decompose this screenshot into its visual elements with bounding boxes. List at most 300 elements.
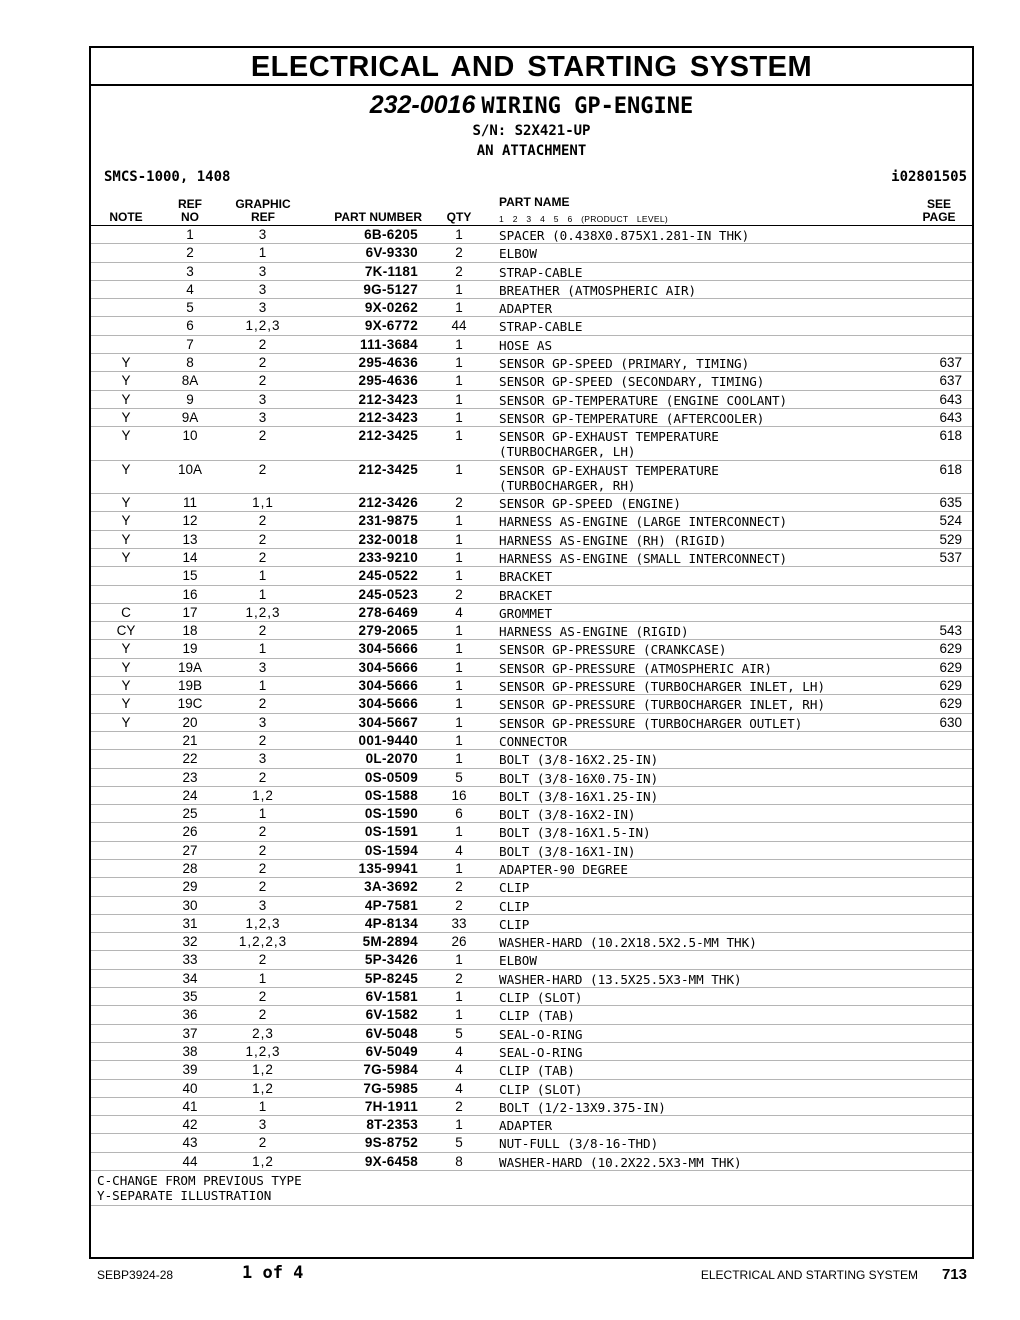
graphic-ref-cell: 2 <box>258 549 268 565</box>
ref-no-cell: 28 <box>182 860 198 876</box>
part-number-cell: 6V-1582 <box>365 1007 418 1023</box>
part-number-cell: 232-0018 <box>358 531 418 547</box>
ref-no-cell: 21 <box>182 732 198 748</box>
part-number-cell: 7G-5985 <box>363 1080 418 1096</box>
part-name-cell: HARNESS AS-ENGINE (RH) (RIGID) <box>499 532 727 548</box>
table-row <box>91 317 972 335</box>
graphic-ref-cell: 2,3 <box>252 1025 274 1041</box>
qty-cell: 1 <box>455 227 463 242</box>
qty-cell: 16 <box>451 787 467 803</box>
table-row <box>91 281 972 299</box>
graphic-ref-cell: 3 <box>258 391 268 407</box>
graphic-ref-cell: 3 <box>258 409 268 425</box>
table-row <box>91 244 972 262</box>
qty-cell: 1 <box>455 336 463 352</box>
part-number-cell: 304-5667 <box>358 714 418 730</box>
table-header <box>91 192 972 226</box>
table-row <box>91 1153 972 1171</box>
graphic-ref-cell: 1 <box>258 970 268 986</box>
ref-no-cell: 39 <box>182 1062 198 1078</box>
graphic-ref-cell: 1,2,3 <box>245 915 281 931</box>
footer-doc-number: SEBP3924-28 <box>97 1268 174 1282</box>
part-name-cell: SENSOR GP-PRESSURE (TURBOCHARGER INLET, RH) <box>499 697 826 713</box>
part-number-cell: 6V-1581 <box>365 989 418 1005</box>
graphic-ref-cell: 1,2,3 <box>245 1043 281 1059</box>
part-number-cell: 7H-1911 <box>364 1098 418 1114</box>
part-name-cell: SEAL-O-RING <box>499 1026 583 1042</box>
qty-cell: 1 <box>455 549 463 565</box>
table-row <box>91 1061 972 1079</box>
ref-no-cell: 20 <box>182 714 198 730</box>
ref-no-cell: 6 <box>186 318 194 334</box>
table-row <box>91 372 972 390</box>
qty-cell: 1 <box>455 1007 463 1023</box>
part-number-cell: 304-5666 <box>358 641 418 657</box>
page-title: ELECTRICAL AND STARTING SYSTEM <box>250 51 813 83</box>
table-row <box>91 915 972 933</box>
ref-no-cell: 5 <box>186 300 194 316</box>
table-row <box>91 299 972 317</box>
graphic-ref-cell: 3 <box>258 714 268 730</box>
qty-cell: 2 <box>455 245 463 261</box>
see-page-cell: 643 <box>939 391 962 407</box>
note-cell: C <box>121 604 131 620</box>
table-row <box>91 933 972 951</box>
part-number-cell: 7G-5984 <box>363 1062 418 1078</box>
table-row <box>91 640 972 658</box>
ref-no-cell: 40 <box>182 1080 198 1096</box>
graphic-ref-cell: 2 <box>258 842 268 858</box>
part-name-cell: BOLT (3/8-16X0.75-IN) <box>499 770 659 786</box>
qty-cell: 1 <box>455 678 463 694</box>
part-number-cell: 212-3423 <box>358 391 418 407</box>
note-cell: Y <box>121 495 131 511</box>
qty-cell: 5 <box>455 1025 463 1041</box>
qty-cell: 5 <box>455 769 463 785</box>
part-number-cell: 212-3425 <box>358 428 418 444</box>
note-cell: Y <box>121 513 131 529</box>
part-name-cell: SPACER (0.438X0.875X1.281-IN THK) <box>499 228 750 243</box>
part-number-cell: 295-4636 <box>358 355 418 371</box>
table-row <box>91 659 972 677</box>
table-row <box>91 970 972 988</box>
part-name-cell: ADAPTER <box>499 301 553 317</box>
graphic-ref-cell: 3 <box>258 659 268 675</box>
see-page-cell: 629 <box>939 696 962 712</box>
graphic-ref-cell: 2 <box>258 879 268 895</box>
part-name-cell: ADAPTER-90 DEGREE <box>499 861 628 877</box>
table-row <box>91 263 972 281</box>
qty-cell: 1 <box>455 281 463 297</box>
part-name-cell: STRAP-CABLE <box>499 319 583 335</box>
graphic-ref-cell: 2 <box>258 355 268 371</box>
graphic-ref-cell: 2 <box>258 428 268 444</box>
see-page-cell: 629 <box>939 659 962 675</box>
table-row <box>91 567 972 585</box>
smcs-code: SMCS-1000, 1408 <box>104 169 231 185</box>
qty-cell: 5 <box>455 1135 463 1151</box>
header-ref-top: REF <box>178 197 202 211</box>
part-name-cell: SENSOR GP-EXHAUST TEMPERATURE (TURBOCHARGER, RH) <box>499 462 719 493</box>
table-row <box>91 409 972 427</box>
see-page-cell: 630 <box>939 714 962 730</box>
graphic-ref-cell: 2 <box>258 732 268 748</box>
see-page-cell: 618 <box>939 461 962 477</box>
ref-no-cell: 19B <box>177 678 203 694</box>
see-page-cell: 529 <box>939 531 962 547</box>
qty-cell: 1 <box>455 391 463 407</box>
see-page-cell: 537 <box>939 549 962 565</box>
qty-cell: 1 <box>455 373 463 389</box>
table-row <box>91 823 972 841</box>
ref-no-cell: 23 <box>182 769 198 785</box>
graphic-ref-cell: 3 <box>258 281 268 297</box>
group-name: WIRING GP-ENGINE <box>481 94 694 119</box>
table-row <box>91 494 972 512</box>
part-number-cell: 6V-5048 <box>365 1025 418 1041</box>
qty-cell: 1 <box>455 531 463 547</box>
part-number-cell: 5M-2894 <box>362 934 418 950</box>
see-page-cell: 635 <box>939 495 962 511</box>
part-name-cell: CONNECTOR <box>499 733 568 749</box>
part-name-cell: SENSOR GP-PRESSURE (TURBOCHARGER OUTLET) <box>499 715 803 731</box>
qty-cell: 1 <box>455 568 463 584</box>
ref-no-cell: 24 <box>182 787 198 803</box>
header-product-levels: 1 2 3 4 5 6 (PRODUCT LEVEL) <box>499 214 668 224</box>
part-number-cell: 212-3425 <box>358 461 418 477</box>
parts-list-frame <box>89 46 974 1259</box>
graphic-ref-cell: 2 <box>258 623 268 639</box>
graphic-ref-cell: 2 <box>258 461 268 477</box>
part-number-cell: 233-9210 <box>358 549 418 565</box>
graphic-ref-cell: 3 <box>258 263 268 279</box>
qty-cell: 1 <box>455 513 463 529</box>
note-cell: Y <box>121 696 131 712</box>
part-number-cell: 7K-1181 <box>364 263 418 279</box>
see-page-cell: 618 <box>939 428 962 444</box>
table-row <box>91 586 972 604</box>
qty-cell: 1 <box>455 623 463 639</box>
note-cell: Y <box>121 373 131 389</box>
part-name-cell: WASHER-HARD (10.2X22.5X3-MM THK) <box>499 1154 742 1170</box>
qty-cell: 2 <box>455 586 463 602</box>
part-name-cell: BRACKET <box>499 569 553 585</box>
part-number-cell: 0L-2070 <box>365 751 418 767</box>
qty-cell: 4 <box>455 842 463 858</box>
graphic-ref-cell: 2 <box>258 696 268 712</box>
document-id: i02801505 <box>891 169 967 185</box>
header-qty: QTY <box>446 210 472 224</box>
note-cell: Y <box>121 678 131 694</box>
part-name-cell: NUT-FULL (3/8-16-THD) <box>499 1136 659 1152</box>
note-cell: Y <box>121 391 131 407</box>
note-cell: Y <box>121 409 131 425</box>
ref-no-cell: 41 <box>182 1098 198 1114</box>
part-number-cell: 0S-1594 <box>364 842 418 858</box>
table-row <box>91 1134 972 1152</box>
note-cell: Y <box>121 641 131 657</box>
graphic-ref-cell: 2 <box>258 824 268 840</box>
part-name-cell: WASHER-HARD (10.2X18.5X2.5-MM THK) <box>499 935 757 951</box>
table-row <box>91 842 972 860</box>
qty-cell: 26 <box>451 934 467 950</box>
part-name-cell: BOLT (3/8-16X1.25-IN) <box>499 788 659 804</box>
graphic-ref-cell: 1 <box>258 245 268 261</box>
part-number-cell: 9G-5127 <box>363 281 418 297</box>
part-name-cell: SEAL-O-RING <box>499 1044 583 1060</box>
qty-cell: 4 <box>455 1080 463 1096</box>
table-row <box>91 787 972 805</box>
graphic-ref-cell: 3 <box>258 751 268 767</box>
graphic-ref-cell: 2 <box>258 1007 268 1023</box>
note-cell: Y <box>121 461 131 477</box>
graphic-ref-cell: 2 <box>258 513 268 529</box>
part-name-cell: STRAP-CABLE <box>499 264 583 280</box>
ref-no-cell: 4 <box>186 281 194 297</box>
parts-rows <box>91 226 972 1171</box>
part-name-cell: CLIP <box>499 880 530 896</box>
table-row <box>91 695 972 713</box>
header-ref-no <box>171 198 209 224</box>
table-row <box>91 951 972 969</box>
table-row <box>91 604 972 622</box>
part-name-cell: CLIP (TAB) <box>499 1063 575 1079</box>
graphic-ref-cell: 1 <box>258 641 268 657</box>
ref-no-cell: 10 <box>182 428 198 444</box>
qty-cell: 1 <box>455 409 463 425</box>
header-part-name: PART NAME <box>499 195 570 209</box>
part-number-cell: 9X-6458 <box>364 1153 418 1169</box>
part-number-cell: 0S-0509 <box>364 769 418 785</box>
part-name-cell: SENSOR GP-SPEED (ENGINE) <box>499 496 681 512</box>
ref-no-cell: 34 <box>182 970 198 986</box>
see-page-cell: 543 <box>939 623 962 639</box>
qty-cell: 4 <box>455 1043 463 1059</box>
part-number-cell: 5P-3426 <box>364 952 418 968</box>
part-name-cell: CLIP (SLOT) <box>499 1081 583 1097</box>
ref-no-cell: 27 <box>182 842 198 858</box>
graphic-ref-cell: 3 <box>258 1117 268 1133</box>
part-number-cell: 8T-2353 <box>366 1117 418 1133</box>
part-number-cell: 9X-0262 <box>364 300 418 316</box>
part-number-cell: 304-5666 <box>358 696 418 712</box>
graphic-ref-cell: 1,1 <box>252 495 274 511</box>
ref-no-cell: 1 <box>186 227 194 242</box>
part-name-cell: GROMMET <box>499 605 553 621</box>
part-name-cell: BOLT (3/8-16X2.25-IN) <box>499 752 659 768</box>
graphic-ref-cell: 3 <box>258 897 268 913</box>
graphic-ref-cell: 1 <box>258 678 268 694</box>
qty-cell: 1 <box>455 355 463 371</box>
see-page-cell: 629 <box>939 641 962 657</box>
part-number-cell: 245-0522 <box>358 568 418 584</box>
ref-no-cell: 9A <box>181 409 199 425</box>
ref-no-cell: 14 <box>182 549 198 565</box>
part-name-cell: BOLT (3/8-16X2-IN) <box>499 807 636 823</box>
group-number: 232-0016 <box>369 91 476 119</box>
table-row <box>91 336 972 354</box>
legend-separate: Y-SEPARATE ILLUSTRATION <box>97 1188 272 1204</box>
header-graphic-top: GRAPHIC <box>235 197 291 211</box>
ref-no-cell: 16 <box>182 586 198 602</box>
part-number-cell: 295-4636 <box>358 373 418 389</box>
graphic-ref-cell: 1,2,3 <box>245 604 281 620</box>
part-number-cell: 0S-1590 <box>364 806 418 822</box>
table-row <box>91 1006 972 1024</box>
qty-cell: 2 <box>455 263 463 279</box>
graphic-ref-cell: 1,2,2,3 <box>238 934 288 950</box>
part-name-cell: HARNESS AS-ENGINE (SMALL INTERCONNECT) <box>499 550 788 566</box>
table-row <box>91 878 972 896</box>
ref-no-cell: 8 <box>186 355 194 371</box>
note-cell: Y <box>121 531 131 547</box>
part-name-cell: BREATHER (ATMOSPHERIC AIR) <box>499 282 697 298</box>
part-name-cell: WASHER-HARD (13.5X25.5X3-MM THK) <box>499 971 742 987</box>
ref-no-cell: 36 <box>182 1007 198 1023</box>
part-name-cell: BOLT (1/2-13X9.375-IN) <box>499 1099 666 1115</box>
ref-no-cell: 30 <box>182 897 198 913</box>
table-row <box>91 750 972 768</box>
table-row <box>91 427 972 460</box>
qty-cell: 1 <box>455 659 463 675</box>
part-number-cell: 5P-8245 <box>364 970 418 986</box>
group-heading <box>91 91 972 121</box>
graphic-ref-cell: 1,2,3 <box>245 318 281 334</box>
qty-cell: 2 <box>455 970 463 986</box>
ref-no-cell: 12 <box>182 513 198 529</box>
part-number-cell: 3A-3692 <box>364 879 418 895</box>
graphic-ref-cell: 1 <box>258 1098 268 1114</box>
ref-no-cell: 13 <box>182 531 198 547</box>
ref-no-cell: 25 <box>182 806 198 822</box>
table-row <box>91 1025 972 1043</box>
ref-no-cell: 35 <box>182 989 198 1005</box>
table-row <box>91 622 972 640</box>
graphic-ref-cell: 2 <box>258 373 268 389</box>
graphic-ref-cell: 2 <box>258 336 268 352</box>
ref-no-cell: 19A <box>177 659 203 675</box>
legend-change: C-CHANGE FROM PREVIOUS TYPE <box>97 1173 302 1189</box>
table-row <box>91 549 972 567</box>
graphic-ref-cell: 2 <box>258 1135 268 1151</box>
see-page-cell: 629 <box>939 678 962 694</box>
part-name-cell: SENSOR GP-SPEED (PRIMARY, TIMING) <box>499 356 750 372</box>
part-name-cell: ELBOW <box>499 953 537 969</box>
table-row <box>91 1043 972 1061</box>
qty-cell: 2 <box>455 897 463 913</box>
part-number-cell: 6V-9330 <box>365 245 418 261</box>
part-number-cell: 245-0523 <box>358 586 418 602</box>
part-name-cell: SENSOR GP-TEMPERATURE (AFTERCOOLER) <box>499 410 765 426</box>
ref-no-cell: 31 <box>182 915 198 931</box>
part-name-cell: CLIP <box>499 916 530 932</box>
note-cell: Y <box>121 428 131 444</box>
qty-cell: 1 <box>455 1117 463 1133</box>
part-number-cell: 9X-6772 <box>364 318 418 334</box>
qty-cell: 2 <box>455 1098 463 1114</box>
part-number-cell: 212-3423 <box>358 409 418 425</box>
part-number-cell: 4P-7581 <box>364 897 418 913</box>
graphic-ref-cell: 1,2 <box>252 1080 274 1096</box>
table-row <box>91 860 972 878</box>
part-name-cell: SENSOR GP-PRESSURE (ATMOSPHERIC AIR) <box>499 660 772 676</box>
graphic-ref-cell: 3 <box>258 300 268 316</box>
part-number-cell: 304-5666 <box>358 659 418 675</box>
graphic-ref-cell: 1 <box>258 586 268 602</box>
qty-cell: 6 <box>455 806 463 822</box>
graphic-ref-cell: 2 <box>258 860 268 876</box>
part-number-cell: 304-5666 <box>358 678 418 694</box>
part-number-cell: 135-9941 <box>358 860 418 876</box>
see-page-cell: 637 <box>939 373 962 389</box>
footer-section: ELECTRICAL AND STARTING SYSTEM <box>700 1268 918 1282</box>
legend <box>91 1171 972 1206</box>
ref-no-cell: 29 <box>182 879 198 895</box>
graphic-ref-cell: 2 <box>258 769 268 785</box>
ref-no-cell: 37 <box>182 1025 198 1041</box>
qty-cell: 1 <box>455 732 463 748</box>
part-number-cell: 9S-8752 <box>364 1135 418 1151</box>
part-name-cell: SENSOR GP-PRESSURE (TURBOCHARGER INLET, LH) <box>499 679 826 695</box>
graphic-ref-cell: 1 <box>258 806 268 822</box>
see-page-cell: 524 <box>939 513 962 529</box>
part-number-cell: 278-6469 <box>358 604 418 620</box>
qty-cell: 1 <box>455 824 463 840</box>
footer-page-of: 1 of 4 <box>242 1263 304 1283</box>
qty-cell: 1 <box>455 696 463 712</box>
part-name-cell: SENSOR GP-EXHAUST TEMPERATURE (TURBOCHARGER, LH) <box>499 429 719 460</box>
qty-cell: 1 <box>455 751 463 767</box>
table-row <box>91 769 972 787</box>
qty-cell: 1 <box>455 714 463 730</box>
ref-no-cell: 9 <box>186 391 194 407</box>
part-number-cell: 6V-5049 <box>365 1043 418 1059</box>
table-row <box>91 1116 972 1134</box>
table-row <box>91 988 972 1006</box>
ref-no-cell: 19C <box>177 696 203 712</box>
serial-number: S/N: S2X421-UP <box>472 123 591 139</box>
part-name-cell: BRACKET <box>499 587 553 603</box>
qty-cell: 2 <box>455 879 463 895</box>
qty-cell: 1 <box>455 860 463 876</box>
ref-no-cell: 8A <box>181 373 199 389</box>
ref-no-cell: 10A <box>177 461 203 477</box>
qty-cell: 33 <box>451 915 467 931</box>
part-number-cell: 6B-6205 <box>364 227 418 242</box>
graphic-ref-cell: 2 <box>258 989 268 1005</box>
header-graphic-ref <box>227 198 299 224</box>
ref-no-cell: 32 <box>182 934 198 950</box>
graphic-ref-cell: 3 <box>258 227 268 242</box>
qty-cell: 4 <box>455 1062 463 1078</box>
ref-no-cell: 19 <box>182 641 198 657</box>
ref-no-cell: 44 <box>182 1153 198 1169</box>
ref-no-cell: 22 <box>182 751 198 767</box>
table-row <box>91 677 972 695</box>
graphic-ref-cell: 2 <box>258 952 268 968</box>
graphic-ref-cell: 1,2 <box>252 1062 274 1078</box>
part-number-cell: 4P-8134 <box>364 915 418 931</box>
qty-cell: 4 <box>455 604 463 620</box>
part-name-cell: HOSE AS <box>499 337 553 353</box>
ref-no-cell: 42 <box>182 1117 198 1133</box>
part-number-cell: 0S-1588 <box>364 787 418 803</box>
qty-cell: 8 <box>455 1153 463 1169</box>
graphic-ref-cell: 1 <box>258 568 268 584</box>
note-cell: CY <box>116 623 136 639</box>
header-see-page <box>916 198 962 224</box>
ref-no-cell: 26 <box>182 824 198 840</box>
